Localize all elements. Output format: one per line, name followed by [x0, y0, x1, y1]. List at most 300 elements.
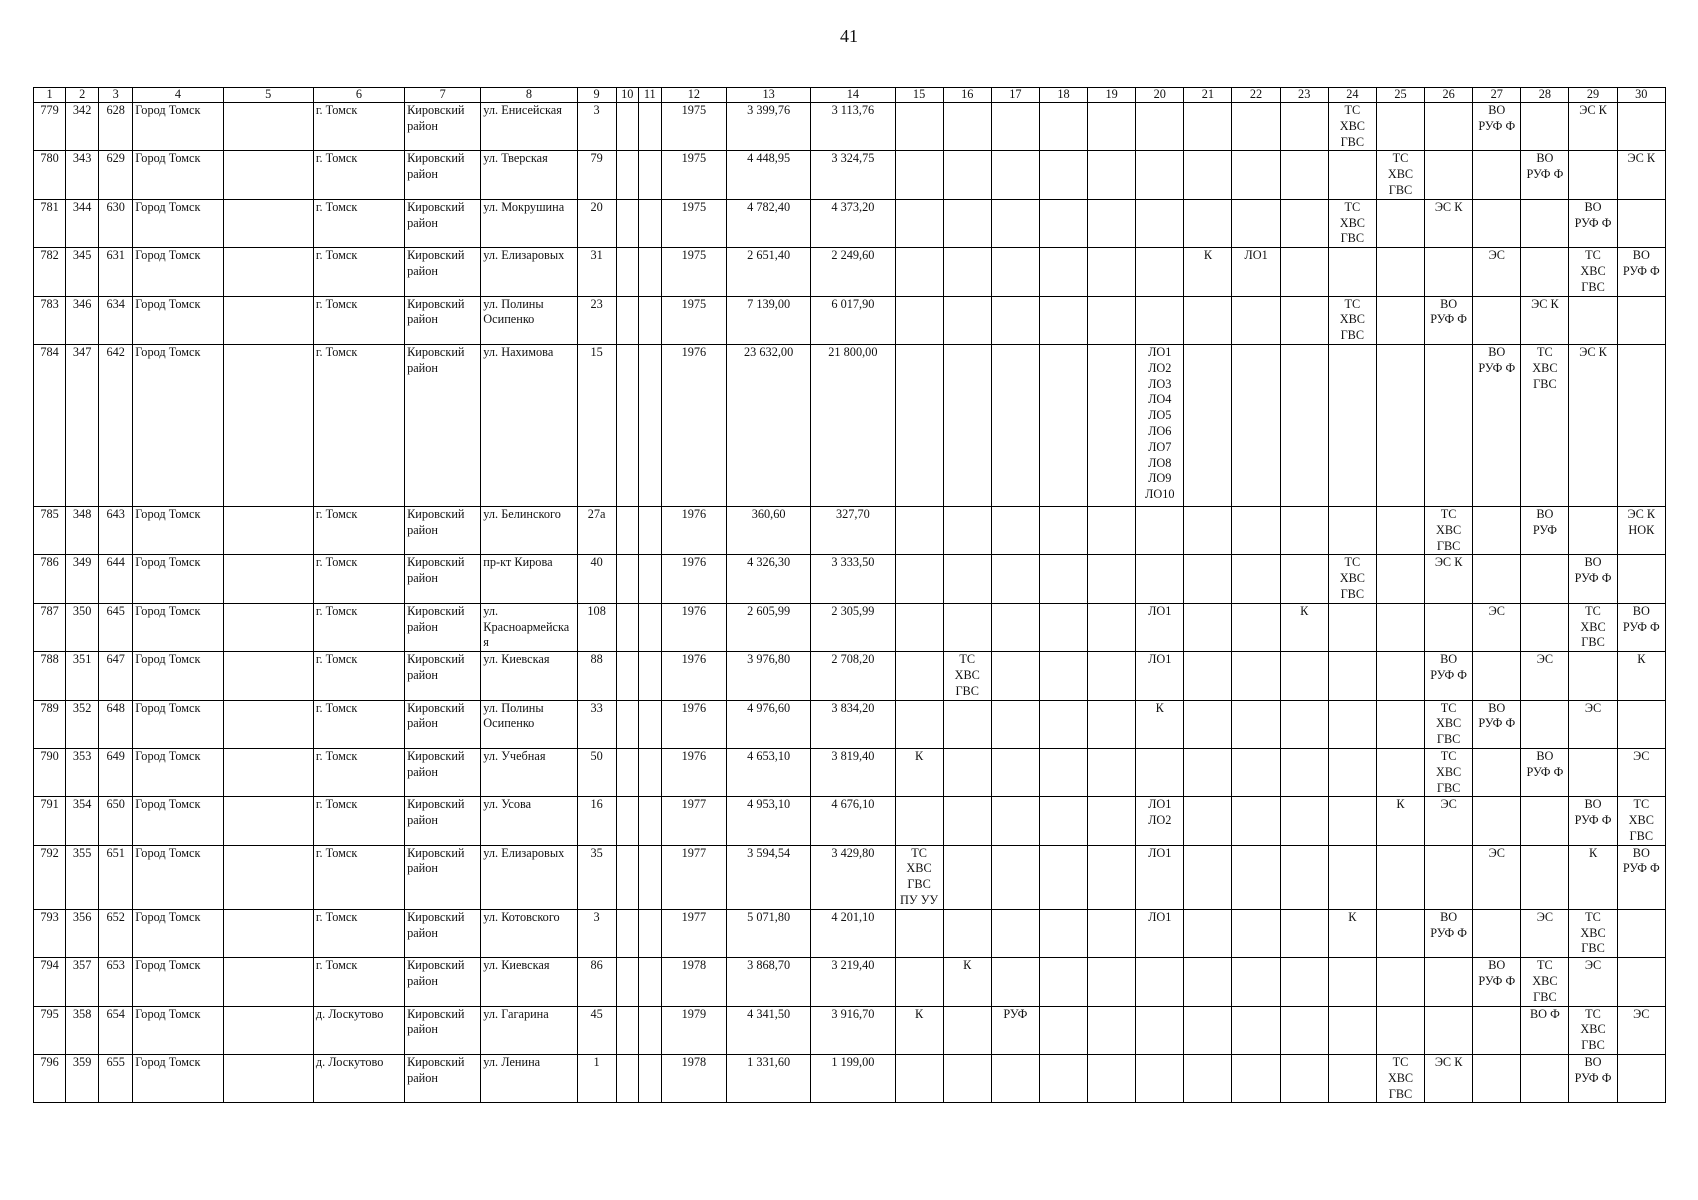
table-cell: Город Томск [133, 845, 223, 909]
table-cell: 4 326,30 [727, 555, 811, 603]
table-cell [223, 845, 313, 909]
table-cell: 792 [34, 845, 66, 909]
table-cell: 3 594,54 [727, 845, 811, 909]
table-cell: ТС ХВС ГВС [1521, 344, 1569, 506]
table-cell [1039, 909, 1087, 957]
table-cell [1473, 199, 1521, 247]
table-cell [991, 958, 1039, 1006]
table-cell [991, 344, 1039, 506]
table-cell [1280, 1006, 1328, 1054]
table-cell [943, 555, 991, 603]
table-cell [1376, 103, 1424, 151]
table-cell: г. Томск [313, 797, 404, 845]
table-cell: Кировский район [405, 603, 481, 651]
table-cell [1425, 151, 1473, 199]
table-cell: Кировский район [405, 909, 481, 957]
table-cell: 343 [66, 151, 99, 199]
table-cell: 2 249,60 [811, 248, 895, 296]
table-cell: 86 [577, 958, 616, 1006]
column-header: 8 [481, 88, 577, 103]
table-cell [638, 748, 661, 796]
table-cell: 795 [34, 1006, 66, 1054]
table-cell [1232, 700, 1280, 748]
table-cell: Город Томск [133, 652, 223, 700]
table-cell [616, 344, 638, 506]
table-cell: РУФ [991, 1006, 1039, 1054]
table-cell: 359 [66, 1055, 99, 1103]
table-cell: 651 [99, 845, 133, 909]
table-cell [1088, 506, 1136, 554]
table-cell [1376, 909, 1424, 957]
table-cell: К [895, 1006, 943, 1054]
table-cell [1473, 1055, 1521, 1103]
table-cell: 2 651,40 [727, 248, 811, 296]
table-cell: г. Томск [313, 909, 404, 957]
table-cell [1136, 555, 1184, 603]
table-cell [223, 248, 313, 296]
table-cell: 21 800,00 [811, 344, 895, 506]
table-cell: ВО РУФ Ф [1473, 700, 1521, 748]
table-cell: 4 341,50 [727, 1006, 811, 1054]
column-header: 12 [661, 88, 726, 103]
table-cell: 15 [577, 344, 616, 506]
table-cell: 788 [34, 652, 66, 700]
table-cell [991, 506, 1039, 554]
table-cell [1521, 603, 1569, 651]
table-cell: Город Томск [133, 199, 223, 247]
table-cell [223, 296, 313, 344]
table-cell: г. Томск [313, 151, 404, 199]
table-cell: 1 331,60 [727, 1055, 811, 1103]
table-cell [223, 199, 313, 247]
table-cell: 1976 [661, 700, 726, 748]
table-cell [1039, 652, 1087, 700]
table-cell [1184, 1006, 1232, 1054]
table-cell: 650 [99, 797, 133, 845]
table-cell [223, 151, 313, 199]
table-cell: 342 [66, 103, 99, 151]
table-cell: ЭС [1617, 1006, 1665, 1054]
table-cell: ЭС [1425, 797, 1473, 845]
table-cell: Город Томск [133, 958, 223, 1006]
table-cell: Кировский район [405, 151, 481, 199]
table-cell: Город Томск [133, 103, 223, 151]
table-cell [1473, 748, 1521, 796]
table-row [34, 344, 1666, 506]
column-header: 11 [638, 88, 661, 103]
table-cell: г. Томск [313, 555, 404, 603]
table-cell: г. Томск [313, 748, 404, 796]
table-cell: 108 [577, 603, 616, 651]
table-cell [1280, 748, 1328, 796]
table-cell: 653 [99, 958, 133, 1006]
table-cell [895, 296, 943, 344]
table-cell: г. Томск [313, 603, 404, 651]
table-cell [1376, 603, 1424, 651]
table-cell: ЭС [1569, 958, 1617, 1006]
table-cell: г. Томск [313, 344, 404, 506]
table-cell [1521, 103, 1569, 151]
table-cell: ВО РУФ Ф [1569, 1055, 1617, 1103]
table-cell [638, 845, 661, 909]
table-cell: ВО РУФ [1521, 506, 1569, 554]
table-cell: ул. Тверская [481, 151, 577, 199]
table-cell: К [895, 748, 943, 796]
table-cell: 787 [34, 603, 66, 651]
table-cell: Кировский район [405, 845, 481, 909]
table-cell: 1 199,00 [811, 1055, 895, 1103]
table-cell: 644 [99, 555, 133, 603]
table-cell: ЭС [1473, 845, 1521, 909]
column-header: 20 [1136, 88, 1184, 103]
table-cell: ЭС К НОК [1617, 506, 1665, 554]
table-cell: 785 [34, 506, 66, 554]
table-cell: 348 [66, 506, 99, 554]
table-cell [1328, 248, 1376, 296]
table-cell [1617, 909, 1665, 957]
table-cell: 347 [66, 344, 99, 506]
table-cell: г. Томск [313, 958, 404, 1006]
table-cell: 1 [577, 1055, 616, 1103]
table-cell [638, 506, 661, 554]
column-header: 18 [1039, 88, 1087, 103]
table-cell: 1975 [661, 296, 726, 344]
table-row [34, 506, 1666, 554]
table-cell: 654 [99, 1006, 133, 1054]
table-cell [638, 344, 661, 506]
table-cell [1039, 199, 1087, 247]
table-cell [1569, 652, 1617, 700]
table-cell: 7 139,00 [727, 296, 811, 344]
column-header: 24 [1328, 88, 1376, 103]
table-cell: 1976 [661, 344, 726, 506]
table-cell [638, 555, 661, 603]
table-cell: ТС ХВС ГВС [1521, 958, 1569, 1006]
table-cell: 40 [577, 555, 616, 603]
table-cell [638, 1006, 661, 1054]
table-cell [1232, 797, 1280, 845]
table-cell: 3 [577, 909, 616, 957]
table-cell: 629 [99, 151, 133, 199]
table-cell [1280, 248, 1328, 296]
table-cell: ЭС К [1617, 151, 1665, 199]
column-header: 14 [811, 88, 895, 103]
table-cell [1617, 555, 1665, 603]
table-cell [1376, 700, 1424, 748]
table-cell [895, 103, 943, 151]
table-cell [1184, 506, 1232, 554]
table-cell [895, 555, 943, 603]
table-cell: 1977 [661, 845, 726, 909]
table-cell: Кировский район [405, 248, 481, 296]
table-cell [1088, 555, 1136, 603]
table-cell: Кировский район [405, 652, 481, 700]
table-cell [1521, 555, 1569, 603]
column-header: 16 [943, 88, 991, 103]
table-cell [1088, 797, 1136, 845]
table-cell: 782 [34, 248, 66, 296]
table-cell [1088, 1006, 1136, 1054]
table-cell [223, 748, 313, 796]
table-cell: ТС ХВС ГВС [1376, 151, 1424, 199]
table-cell [1473, 506, 1521, 554]
table-cell: ВО Ф [1521, 1006, 1569, 1054]
table-cell: 5 071,80 [727, 909, 811, 957]
table-row [34, 845, 1666, 909]
table-cell [895, 909, 943, 957]
table-row [34, 248, 1666, 296]
table-cell [895, 603, 943, 651]
column-header: 27 [1473, 88, 1521, 103]
table-cell [1280, 845, 1328, 909]
table-cell [616, 151, 638, 199]
table-cell [943, 296, 991, 344]
table-row [34, 797, 1666, 845]
table-cell [1184, 909, 1232, 957]
table-cell [1376, 845, 1424, 909]
table-cell [1039, 506, 1087, 554]
table-cell: 645 [99, 603, 133, 651]
table-cell [1280, 652, 1328, 700]
table-cell: ЛО1 [1136, 652, 1184, 700]
table-cell [895, 797, 943, 845]
table-cell: Город Томск [133, 700, 223, 748]
table-cell: 789 [34, 700, 66, 748]
table-cell: 33 [577, 700, 616, 748]
table-cell [1376, 1006, 1424, 1054]
table-cell: ул. Полины Осипенко [481, 296, 577, 344]
table-cell [1521, 845, 1569, 909]
table-cell: ТС ХВС ГВС [1425, 700, 1473, 748]
table-cell: ул. Гагарина [481, 1006, 577, 1054]
table-cell [1617, 296, 1665, 344]
table-cell [943, 103, 991, 151]
table-cell: пр-кт Кирова [481, 555, 577, 603]
table-cell: ТС ХВС ГВС [1569, 1006, 1617, 1054]
table-cell: 4 448,95 [727, 151, 811, 199]
column-header: 28 [1521, 88, 1569, 103]
table-cell: 780 [34, 151, 66, 199]
table-cell [895, 344, 943, 506]
table-cell: ВО РУФ Ф [1473, 344, 1521, 506]
table-cell [638, 296, 661, 344]
table-cell [638, 151, 661, 199]
table-cell [616, 103, 638, 151]
table-row [34, 296, 1666, 344]
table-cell: г. Томск [313, 103, 404, 151]
table-cell: 1979 [661, 1006, 726, 1054]
table-cell [638, 958, 661, 1006]
table-cell: Кировский район [405, 958, 481, 1006]
table-cell: Город Томск [133, 555, 223, 603]
table-cell: 630 [99, 199, 133, 247]
table-cell [1280, 958, 1328, 1006]
table-cell: 4 653,10 [727, 748, 811, 796]
table-cell: Город Томск [133, 1006, 223, 1054]
table-cell: 349 [66, 555, 99, 603]
table-cell: ВО РУФ Ф [1425, 652, 1473, 700]
table-cell [943, 151, 991, 199]
column-header: 23 [1280, 88, 1328, 103]
table-cell: ТС ХВС ГВС [1328, 103, 1376, 151]
table-cell: ВО РУФ Ф [1617, 603, 1665, 651]
table-cell: ул. Учебная [481, 748, 577, 796]
column-header: 29 [1569, 88, 1617, 103]
table-cell [1376, 555, 1424, 603]
table-cell [1184, 797, 1232, 845]
table-cell: К [1376, 797, 1424, 845]
table-cell [943, 1055, 991, 1103]
column-header: 26 [1425, 88, 1473, 103]
table-cell: 779 [34, 103, 66, 151]
table-cell: ЭС К [1569, 344, 1617, 506]
table-cell: 3 113,76 [811, 103, 895, 151]
table-cell: 4 953,10 [727, 797, 811, 845]
table-cell [1136, 506, 1184, 554]
table-cell: ТС ХВС ГВС [1376, 1055, 1424, 1103]
table-cell: 794 [34, 958, 66, 1006]
table-cell [616, 603, 638, 651]
table-cell: Кировский район [405, 748, 481, 796]
table-cell: 1975 [661, 151, 726, 199]
table-cell: Город Томск [133, 296, 223, 344]
table-cell: 781 [34, 199, 66, 247]
column-header: 7 [405, 88, 481, 103]
table-cell: 16 [577, 797, 616, 845]
table-row [34, 748, 1666, 796]
table-cell [895, 248, 943, 296]
table-cell: ЭС [1617, 748, 1665, 796]
table-cell [1617, 344, 1665, 506]
table-cell: 647 [99, 652, 133, 700]
table-cell: ВО РУФ Ф [1473, 103, 1521, 151]
table-cell: Город Томск [133, 248, 223, 296]
table-cell [895, 506, 943, 554]
table-cell [1521, 248, 1569, 296]
table-cell: ТС ХВС ГВС [1569, 909, 1617, 957]
table-cell: 6 017,90 [811, 296, 895, 344]
table-cell: ул. Елизаровых [481, 845, 577, 909]
table-cell: 1977 [661, 909, 726, 957]
column-header: 9 [577, 88, 616, 103]
table-cell [895, 151, 943, 199]
table-cell [1280, 700, 1328, 748]
table-cell: ВО РУФ Ф [1473, 958, 1521, 1006]
table-cell: 796 [34, 1055, 66, 1103]
table-cell: Город Томск [133, 603, 223, 651]
table-cell [1328, 603, 1376, 651]
table-cell [1039, 344, 1087, 506]
table-cell [1039, 1055, 1087, 1103]
table-cell: 23 632,00 [727, 344, 811, 506]
table-cell [1425, 1006, 1473, 1054]
table-cell [638, 797, 661, 845]
table-cell: ВО РУФ Ф [1617, 845, 1665, 909]
table-cell: Город Томск [133, 506, 223, 554]
table-cell [1569, 151, 1617, 199]
table-cell [1328, 652, 1376, 700]
table-cell: К [1569, 845, 1617, 909]
table-cell [1088, 958, 1136, 1006]
table-cell [1184, 748, 1232, 796]
table-cell: 50 [577, 748, 616, 796]
table-cell [1039, 151, 1087, 199]
table-cell [1376, 199, 1424, 247]
table-cell [1232, 344, 1280, 506]
table-cell: д. Лоскутово [313, 1055, 404, 1103]
table-cell [1425, 103, 1473, 151]
column-header: 25 [1376, 88, 1424, 103]
table-cell [1232, 103, 1280, 151]
table-cell [638, 199, 661, 247]
table-cell [1232, 845, 1280, 909]
table-cell: 1975 [661, 248, 726, 296]
table-cell [895, 199, 943, 247]
table-cell: ЭС [1569, 700, 1617, 748]
table-cell [1328, 344, 1376, 506]
table-cell: 4 676,10 [811, 797, 895, 845]
table-cell: ЛО1 [1232, 248, 1280, 296]
table-cell [991, 555, 1039, 603]
table-cell [1617, 958, 1665, 1006]
table-cell: ул. Киевская [481, 958, 577, 1006]
table-cell: г. Томск [313, 845, 404, 909]
table-cell: ул. Киевская [481, 652, 577, 700]
table-cell: 327,70 [811, 506, 895, 554]
table-cell [1039, 845, 1087, 909]
table-cell [1088, 103, 1136, 151]
table-cell: 3 399,76 [727, 103, 811, 151]
table-cell [1184, 603, 1232, 651]
table-cell [1184, 1055, 1232, 1103]
table-row [34, 199, 1666, 247]
table-cell [1136, 1055, 1184, 1103]
table-cell: 31 [577, 248, 616, 296]
table-cell: ВО РУФ Ф [1521, 748, 1569, 796]
table-cell: 793 [34, 909, 66, 957]
table-cell: 353 [66, 748, 99, 796]
table-cell [1617, 199, 1665, 247]
table-cell [991, 603, 1039, 651]
table-cell [1521, 797, 1569, 845]
table-cell: г. Томск [313, 248, 404, 296]
table-cell [943, 603, 991, 651]
table-cell [991, 296, 1039, 344]
table-cell: 3 868,70 [727, 958, 811, 1006]
header-row [34, 88, 1666, 103]
table-cell [991, 248, 1039, 296]
table-cell [1473, 1006, 1521, 1054]
table-cell: ЭС К [1569, 103, 1617, 151]
table-cell [1136, 296, 1184, 344]
table-cell [991, 845, 1039, 909]
table-cell [991, 700, 1039, 748]
table-cell [1280, 797, 1328, 845]
table-cell: г. Томск [313, 296, 404, 344]
table-cell: К [943, 958, 991, 1006]
table-cell [616, 652, 638, 700]
table-cell: 45 [577, 1006, 616, 1054]
table-cell [1136, 248, 1184, 296]
table-cell [223, 700, 313, 748]
table-cell [1280, 555, 1328, 603]
table-cell [1136, 748, 1184, 796]
table-cell [223, 344, 313, 506]
table-cell [1376, 506, 1424, 554]
table-cell: Кировский район [405, 700, 481, 748]
table-cell [1232, 652, 1280, 700]
table-cell: ЭС К [1521, 296, 1569, 344]
